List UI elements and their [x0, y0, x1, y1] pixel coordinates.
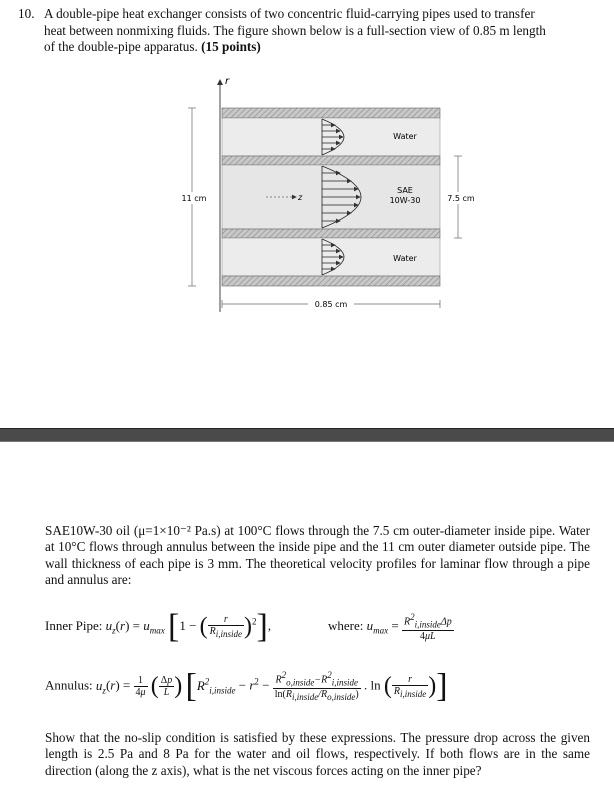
length-dim-label: 0.85 cm: [314, 300, 348, 309]
points-label: (15 points): [201, 39, 261, 54]
r-axis-label: r: [225, 76, 230, 87]
water-label-top: Water: [393, 132, 417, 141]
inner-wall-bottom: [222, 229, 440, 238]
umax-equation: where: $u_{max}$ = $\frac{R^2_{i,inside}\Delta p}{4\mu L}$: [328, 612, 452, 643]
outer-wall-bottom: [222, 276, 440, 286]
water-label-bottom: Water: [393, 254, 417, 263]
inner-pipe-equation: Inner Pipe: $u_z(r) = u_{max}$ [1 − ( $\frac{r}{R_{i,inside}}$ )$^2$],: [45, 608, 272, 645]
intro-line-3: of the double-pipe apparatus.: [44, 39, 198, 54]
inner-dim-label: 7.5 cm: [447, 194, 475, 203]
oil-label-line2: 10W-30: [389, 196, 421, 205]
double-pipe-figure: [180, 72, 500, 320]
inner-pipe-label: Inner Pipe:: [45, 617, 103, 633]
closing-question: Show that the no-slip condition is satisfied by these expressions. The pressure drop across the given length is 2.5 Pa and 8 Pa for the water and oil flows, respectively. If both flows are in the same direction (along the z axis), what is the net viscous forces acting on the inner pipe?: [45, 730, 590, 778]
z-axis-label: z: [298, 193, 303, 202]
where-label: where:: [328, 618, 364, 634]
question-intro: [18, 6, 593, 56]
intro-line-3-wrap: [18, 39, 593, 56]
intro-line-2: heat between nonmixing fluids. The figure shown below is a full-section view of 0.85 m length: [44, 22, 546, 38]
page-divider: [0, 428, 614, 442]
problem-statement: SAE10W-30 oil (μ=1×10⁻² Pa.s) at 100°C flows through the 7.5 cm outer-diameter inside pipe. Water at 10°C flows through annulus between the inside pipe and the 11 cm outer diameter outside pipe. The wall thickness of each pipe is 3 mm. The theoretical velocity profiles for laminar flow through a pipe and annulus are:: [45, 523, 590, 587]
outer-wall-top: [222, 108, 440, 118]
annulus-label: Annulus:: [45, 677, 93, 693]
inner-wall-top: [222, 156, 440, 165]
question-number: 10.: [18, 6, 35, 21]
annulus-equation: Annulus: $u_z(r)$ = $\frac{1}{4\mu}$ ( $\frac{\Delta p}{L}$ ) [$R^2_{i,inside} - r^2$ − $\frac{R^2_{o,inside}-R^2_{i,inside}}{\ln(R_{i,inside}/R_{o,inside})}$ . ln ( $\frac{r}{R_{i,inside}}$ )]: [45, 667, 448, 705]
intro-line-1: A double-pipe heat exchanger consists of two concentric fluid-carrying pipes used to transfer: [44, 6, 535, 21]
oil-label-line1: SAE: [397, 186, 413, 195]
outer-dim-label: 11 cm: [181, 194, 207, 203]
